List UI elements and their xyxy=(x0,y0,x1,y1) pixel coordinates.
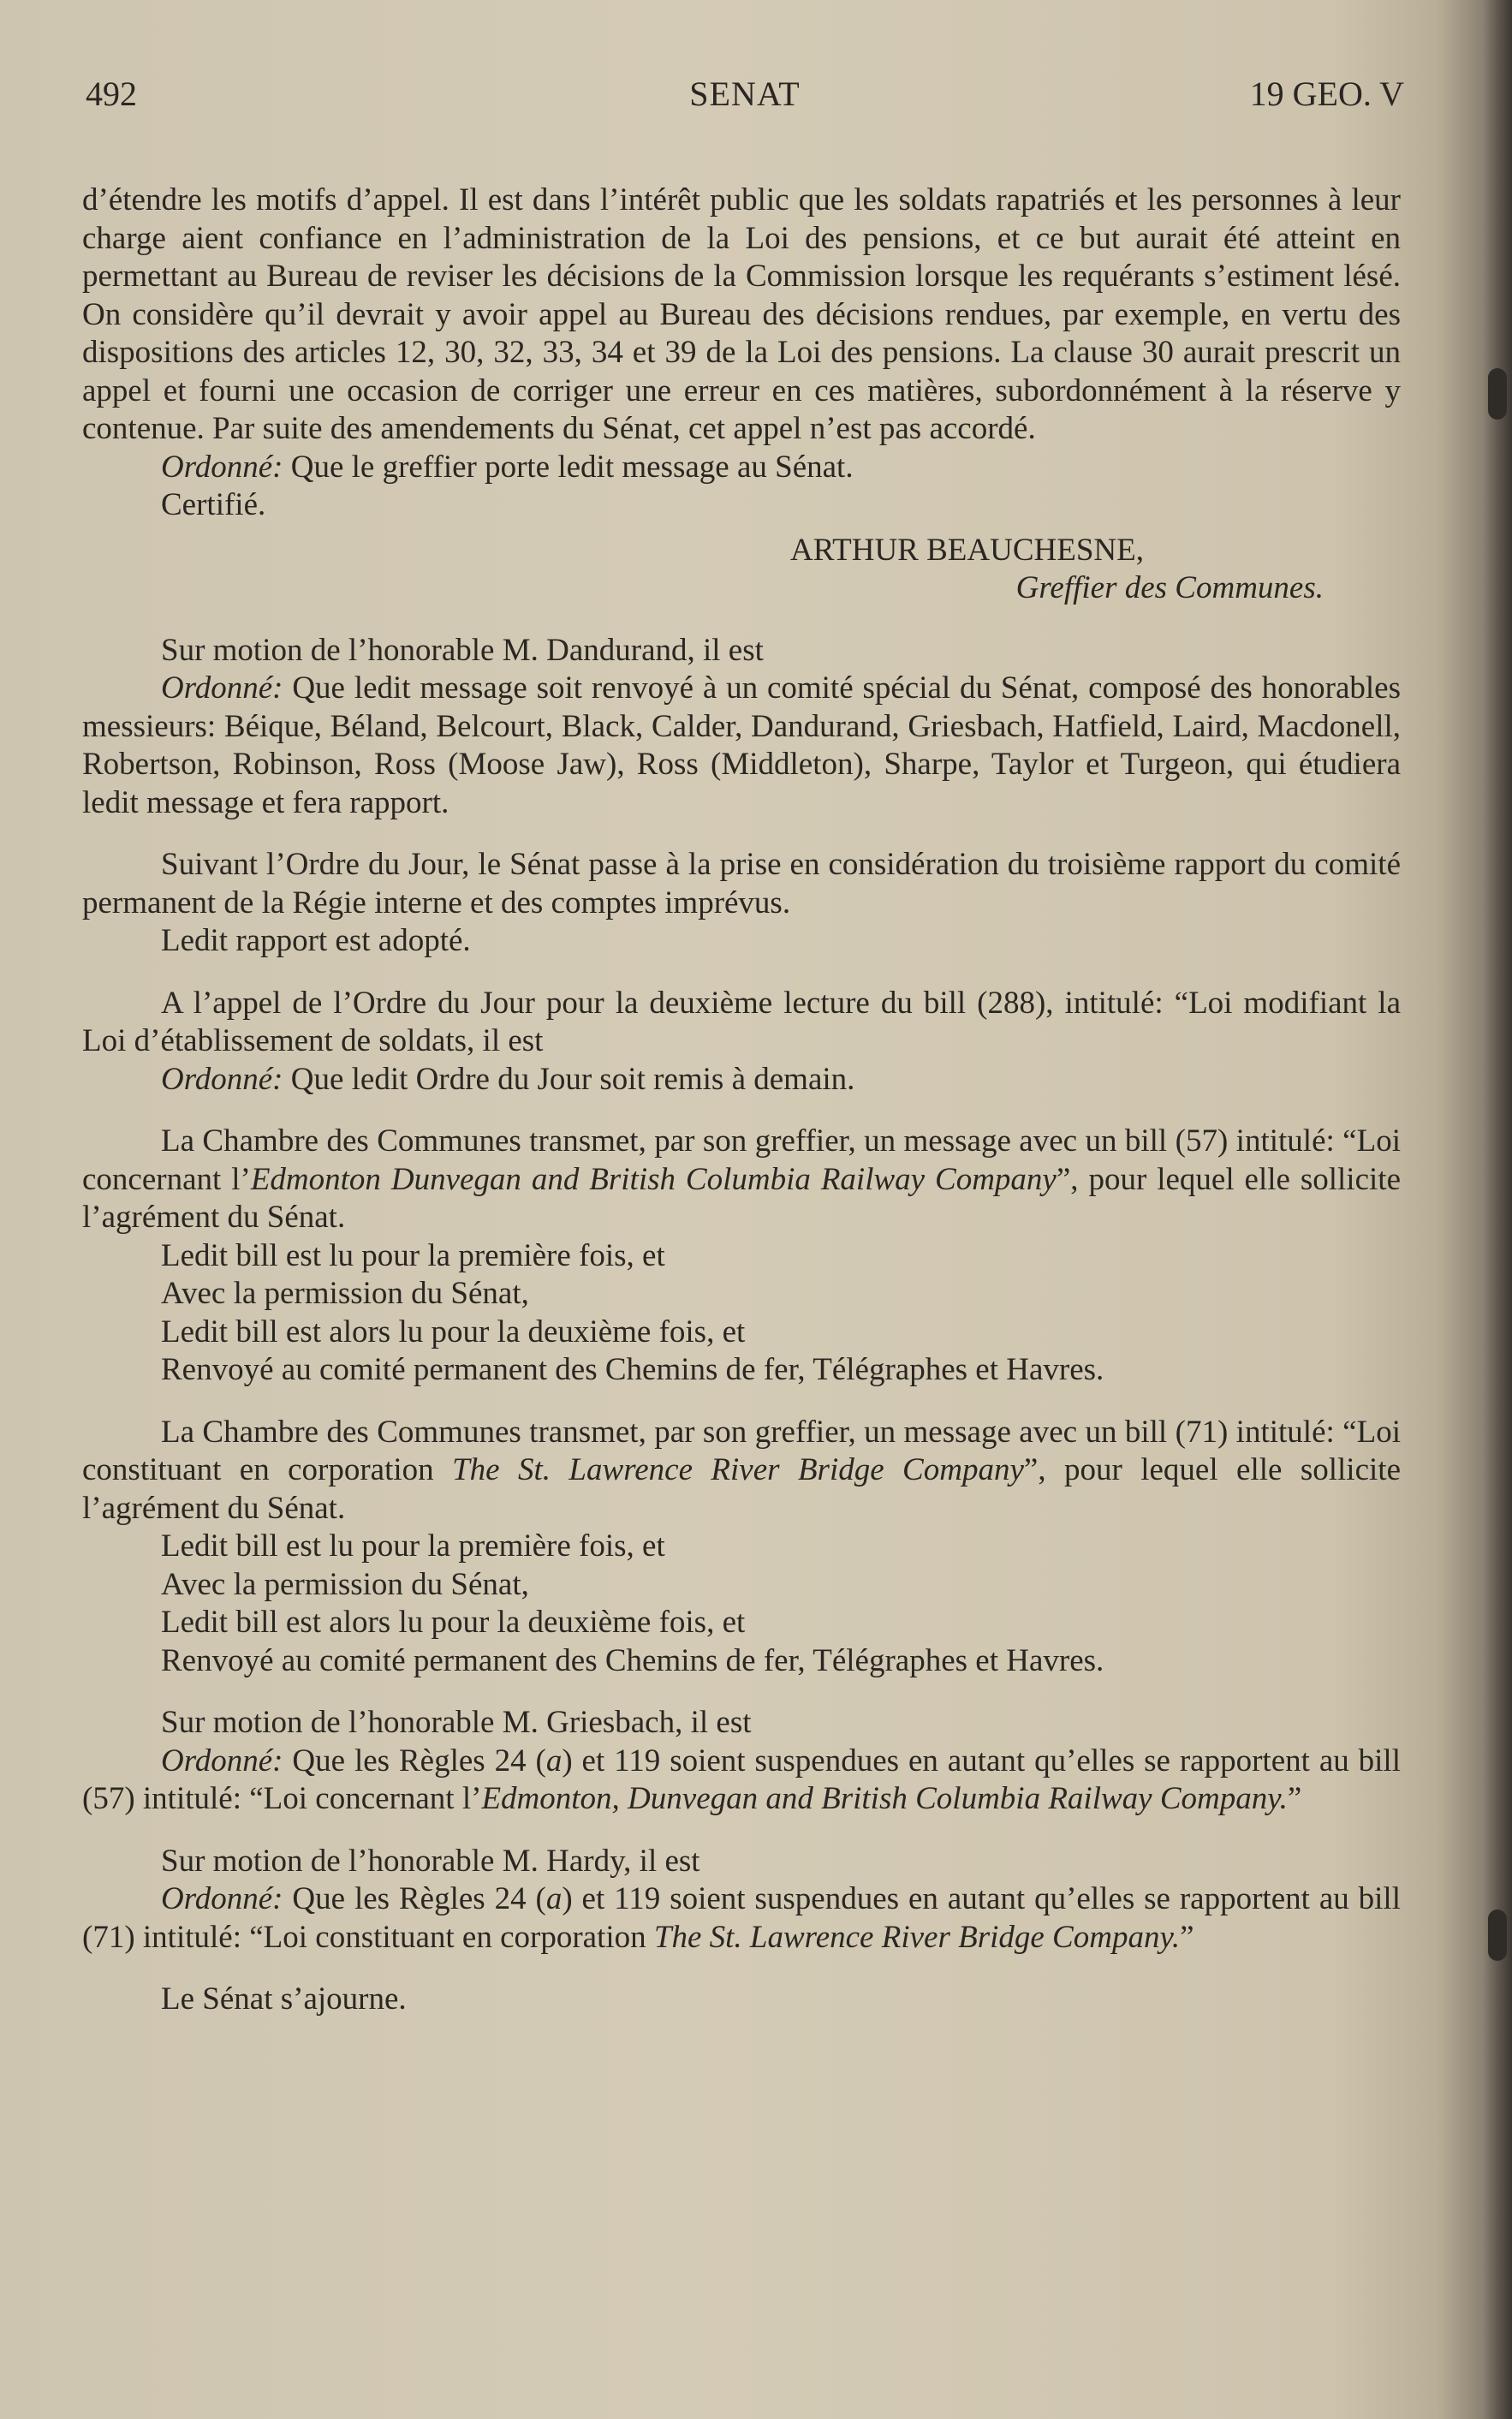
italic-run: a xyxy=(545,1881,563,1916)
text-run: ” xyxy=(1287,1781,1302,1816)
text-run: Renvoyé au comité permanent des Chemins de fer, Télégraphes et Havres. xyxy=(161,1352,1104,1387)
paragraph-p11 xyxy=(82,1237,1401,1276)
italic-run: The St. Lawrence River Bridge Company. xyxy=(653,1919,1181,1955)
paragraph-p8 xyxy=(82,985,1401,1061)
italic-run: a xyxy=(545,1743,563,1779)
binding-hole xyxy=(1488,1910,1507,1961)
text-run: ”, pour lequel elle sollicite l’agrément du Sénat. xyxy=(82,1161,1401,1235)
paragraph-p9 xyxy=(82,1061,1401,1099)
paragraph-p15 xyxy=(82,1414,1401,1528)
italic-run: Edmonton, Dunvegan and British Columbia Railway Company. xyxy=(481,1781,1288,1816)
text-run: Certifié. xyxy=(161,487,266,522)
paragraph-p22 xyxy=(82,1843,1401,1881)
binding-hole xyxy=(1488,368,1507,420)
paragraph-p14 xyxy=(82,1351,1401,1390)
text-run: Que le greffier porte ledit message au Sénat. xyxy=(283,449,854,485)
paragraph-p4 xyxy=(82,632,1401,670)
text-run: Renvoyé au comité permanent des Chemins de fer, Télégraphes et Havres. xyxy=(161,1642,1104,1678)
paragraph-p2 xyxy=(82,449,1401,487)
text-run: Suivant l’Ordre du Jour, le Sénat passe à la prise en considération du troisième rapport du comité permanent de la Régie interne et des comptes imprévus. xyxy=(82,847,1401,921)
text-run: Avec la permission du Sénat, xyxy=(161,1276,529,1311)
paragraph-p3 xyxy=(82,486,1401,525)
italic-run: Ordonné: xyxy=(161,1881,283,1916)
paragraph-p24 xyxy=(82,1981,1401,2019)
text-run: Ledit bill est lu pour la première fois, et xyxy=(161,1237,665,1273)
text-run: Sur motion de l’honorable M. Dandurand, il est xyxy=(161,632,764,668)
paragraph-p10 xyxy=(82,1123,1401,1237)
paragraph-p5 xyxy=(82,670,1401,822)
text-run: Que ledit Ordre du Jour soit remis à demain. xyxy=(283,1061,855,1097)
text-run: La Chambre des Communes transmet, par son greffier, un message avec un bill (57) intitulé: “Loi concernant l’ xyxy=(82,1123,1401,1197)
text-run: Ledit bill est lu pour la première fois, et xyxy=(161,1528,665,1564)
text-run: ) et 119 soient suspendues en autant qu’elles se rapportent au bill (71) intitulé: “Loi constituant en corporation xyxy=(82,1881,1401,1955)
signature-title: Greffier des Communes. xyxy=(1015,570,1324,605)
paragraph-p13 xyxy=(82,1314,1401,1352)
paragraph-p20 xyxy=(82,1704,1401,1743)
text-run: Ledit rapport est adopté. xyxy=(161,923,471,958)
signature-name: ARTHUR BEAUCHESNE, xyxy=(789,532,1144,568)
paragraph-p7 xyxy=(82,922,1401,961)
text-run: Sur motion de l’honorable M. Griesbach, il est xyxy=(161,1705,752,1740)
paragraph-p16 xyxy=(82,1528,1401,1566)
paragraph-p6 xyxy=(82,846,1401,922)
text-run: ” xyxy=(1180,1919,1194,1955)
page-body xyxy=(82,182,1401,2019)
text-run: A l’appel de l’Ordre du Jour pour la deuxième lecture du bill (288), intitulé: “Loi modifiant la Loi d’établissement de soldats, il est xyxy=(82,985,1401,1058)
header-reign: 19 GEO. V xyxy=(1249,74,1404,113)
italic-run: Ordonné: xyxy=(161,1061,283,1097)
text-run: La Chambre des Communes transmet, par son greffier, un message avec un bill (71) intitulé: “Loi constituant en corporation xyxy=(82,1414,1401,1487)
paragraph-p1 xyxy=(82,182,1401,449)
paragraph-p21 xyxy=(82,1743,1401,1819)
header-title: SENAT xyxy=(689,74,801,113)
paragraph-p23 xyxy=(82,1880,1401,1957)
italic-run: Edmonton Dunvegan and British Columbia Railway Company xyxy=(250,1161,1057,1197)
text-run: Avec la permission du Sénat, xyxy=(161,1566,529,1602)
paragraph-p19 xyxy=(82,1642,1401,1681)
page-number: 492 xyxy=(86,74,137,113)
paragraph-p12 xyxy=(82,1275,1401,1314)
binding-edge xyxy=(1481,0,1512,2419)
text-run: Ledit bill est alors lu pour la deuxième fois, et xyxy=(161,1605,746,1640)
text-run: Que les Règles 24 ( xyxy=(283,1881,546,1916)
text-run: ”, pour lequel elle sollicite l’agrément du Sénat. xyxy=(82,1452,1401,1526)
text-run: Que ledit message soit renvoyé à un comité spécial du Sénat, composé des honorables messieurs: Béique, Béland, Belcourt, Black, Calder, Dandurand, Griesbach, Hatfield, Laird, Macdonell, Robertson, Robinson, Ross (Moose Jaw), Ross (Middleton), Sharpe, Taylor et Turgeon, qui étudiera ledit message et fera rapport. xyxy=(82,670,1401,820)
text-run: Que les Règles 24 ( xyxy=(283,1743,546,1779)
italic-run: Ordonné: xyxy=(161,1743,283,1779)
italic-run: Ordonné: xyxy=(161,670,283,706)
running-header xyxy=(86,74,1404,116)
text-run: Ledit bill est alors lu pour la deuxième fois, et xyxy=(161,1314,746,1350)
text-run: Le Sénat s’ajourne. xyxy=(161,1981,407,2017)
text-run: ) et 119 soient suspendues en autant qu’elles se rapportent au bill (57) intitulé: “Loi concernant l’ xyxy=(82,1743,1401,1816)
text-run: d’étendre les motifs d’appel. Il est dans l’intérêt public que les soldats rapatriés et les personnes à leur charge aient confiance en l’administration de la Loi des pensions, et ce but aurait été atteint en permettant au Bureau de reviser les décisions de la Commission lorsque les requérants s’estiment lésé. On considère qu’il devrait y avoir appel au Bureau des décisions rendues, par exemple, en vertu des dispositions des articles 12, 30, 32, 33, 34 et 39 de la Loi des pensions. La clause 30 aurait prescrit un appel et fourni une occasion de corriger une erreur en ces matières, subordonnément à la réserve y contenue. Par suite des amendements du Sénat, cet appel n’est pas accordé. xyxy=(82,182,1401,446)
paragraph-p18 xyxy=(82,1604,1401,1642)
text-run: Sur motion de l’honorable M. Hardy, il est xyxy=(161,1843,700,1879)
paragraph-p17 xyxy=(82,1566,1401,1605)
italic-run: Ordonné: xyxy=(161,449,283,485)
italic-run: The St. Lawrence River Bridge Company xyxy=(452,1452,1024,1487)
